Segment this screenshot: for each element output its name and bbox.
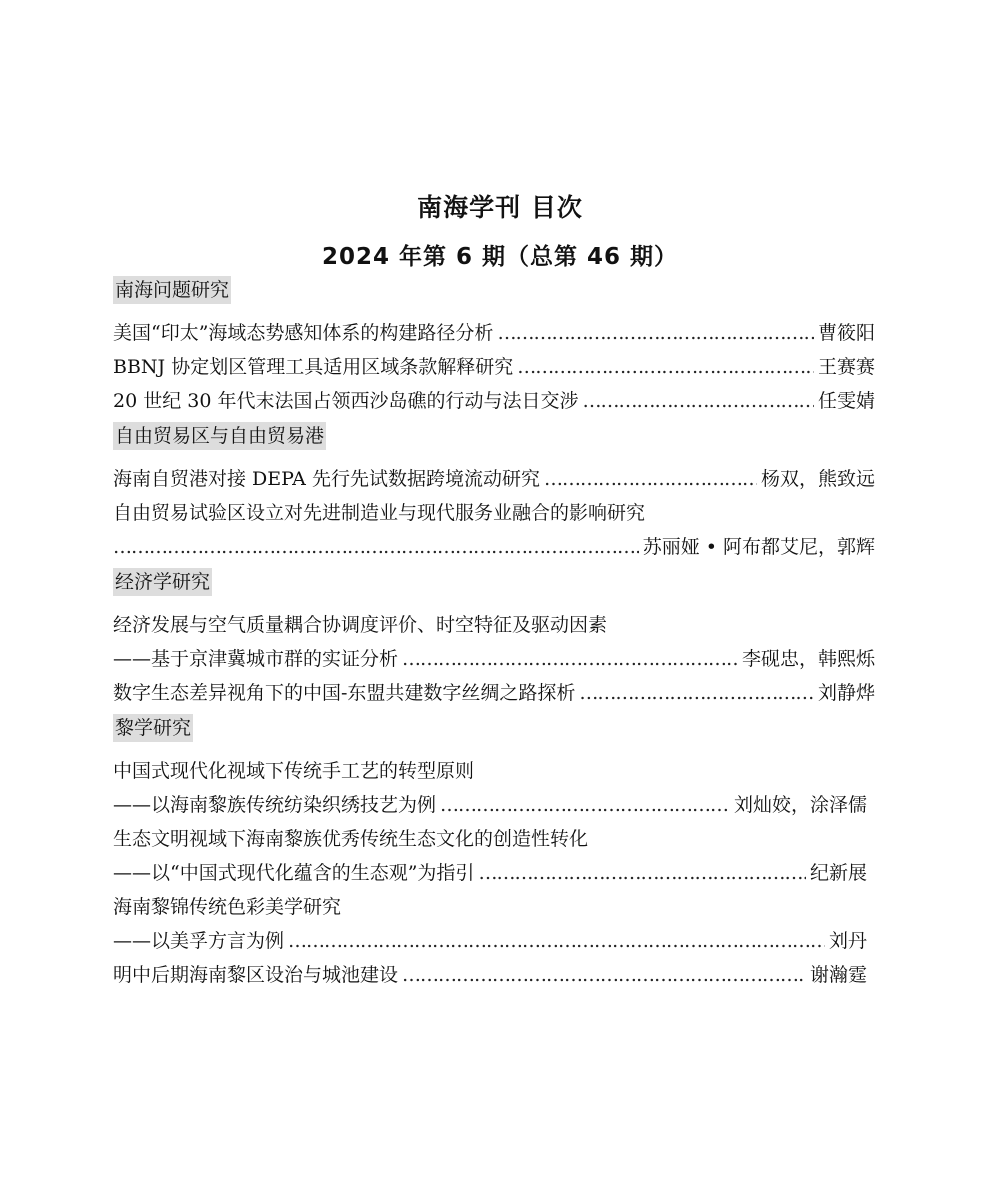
- dot-leader: [497, 316, 814, 350]
- article-author: 刘灿姣，涂泽儒: [733, 794, 867, 816]
- toc-entry[interactable]: [113, 642, 875, 676]
- dot-leader: [517, 350, 814, 384]
- dot-leader: [288, 924, 825, 958]
- section-heading-free-trade: 自由贸易区与自由贸易港: [113, 422, 326, 450]
- article-subtitle: ——以海南黎族传统纺染织绣技艺为例: [113, 794, 437, 816]
- dot-leader: [544, 462, 757, 496]
- article-title[interactable]: 海南黎锦传统色彩美学研究: [113, 896, 342, 918]
- article-author: 杨双，熊致远: [760, 468, 875, 490]
- toc-entry-continuation[interactable]: [113, 530, 875, 564]
- dot-leader: [579, 676, 814, 710]
- section-heading-south-china-sea: 南海问题研究: [113, 276, 231, 304]
- article-title: 明中后期海南黎区设治与城池建设: [113, 964, 399, 986]
- dot-leader: [478, 856, 806, 890]
- article-title[interactable]: 生态文明视域下海南黎族优秀传统生态文化的创造性转化: [113, 828, 589, 850]
- toc-entry[interactable]: [113, 676, 875, 710]
- section-heading-economics: 经济学研究: [113, 568, 212, 596]
- article-author: 曹筱阳: [817, 322, 875, 344]
- article-subtitle: ——基于京津冀城市群的实证分析: [113, 648, 399, 670]
- dot-leader: [113, 530, 639, 564]
- dot-leader: [402, 642, 738, 676]
- article-title[interactable]: 自由贸易试验区设立对先进制造业与现代服务业融合的影响研究: [113, 502, 646, 524]
- dot-leader: [440, 788, 730, 822]
- article-author: 刘静烨: [817, 682, 875, 704]
- article-title: 海南自贸港对接 DEPA 先行先试数据跨境流动研究: [113, 468, 540, 490]
- article-title[interactable]: 经济发展与空气质量耦合协调度评价、时空特征及驱动因素: [113, 614, 608, 636]
- article-title: 美国“印太”海域态势感知体系的构建路径分析: [113, 322, 494, 344]
- toc-entry[interactable]: [113, 924, 875, 958]
- toc-entry[interactable]: [113, 316, 875, 350]
- article-author: 纪新展: [809, 862, 867, 884]
- dot-leader: [402, 958, 806, 992]
- article-author: 李砚忠，韩熙烁: [741, 648, 875, 670]
- article-author: 任雯婧: [817, 390, 875, 412]
- toc-entry[interactable]: [113, 856, 875, 890]
- article-author: 刘丹: [828, 930, 867, 952]
- section-heading-li-studies: 黎学研究: [113, 714, 193, 742]
- journal-title: 南海学刊 目次: [417, 193, 583, 222]
- toc-entry[interactable]: [113, 788, 875, 822]
- issue-title: 2024 年第 6 期（总第 46 期）: [321, 244, 679, 270]
- article-subtitle: ——以“中国式现代化蕴含的生态观”为指引: [113, 862, 475, 884]
- article-title: BBNJ 协定划区管理工具适用区域条款解释研究: [113, 356, 514, 378]
- dot-leader: [582, 384, 814, 418]
- article-author: 王赛赛: [817, 356, 875, 378]
- toc-entry[interactable]: [113, 462, 875, 496]
- article-title[interactable]: 中国式现代化视域下传统手工艺的转型原则: [113, 760, 475, 782]
- toc-entry[interactable]: [113, 958, 875, 992]
- toc-entry[interactable]: [113, 350, 875, 384]
- table-of-contents: [113, 276, 875, 992]
- article-author: 谢瀚霆: [809, 964, 867, 986]
- article-title: 20 世纪 30 年代末法国占领西沙岛礁的行动与法日交涉: [113, 390, 579, 412]
- article-title: 数字生态差异视角下的中国-东盟共建数字丝绸之路探析: [113, 682, 576, 704]
- toc-entry[interactable]: [113, 384, 875, 418]
- article-subtitle: ——以美孚方言为例: [113, 930, 285, 952]
- article-author: 苏丽娅 • 阿布都艾尼，郭辉: [642, 536, 875, 558]
